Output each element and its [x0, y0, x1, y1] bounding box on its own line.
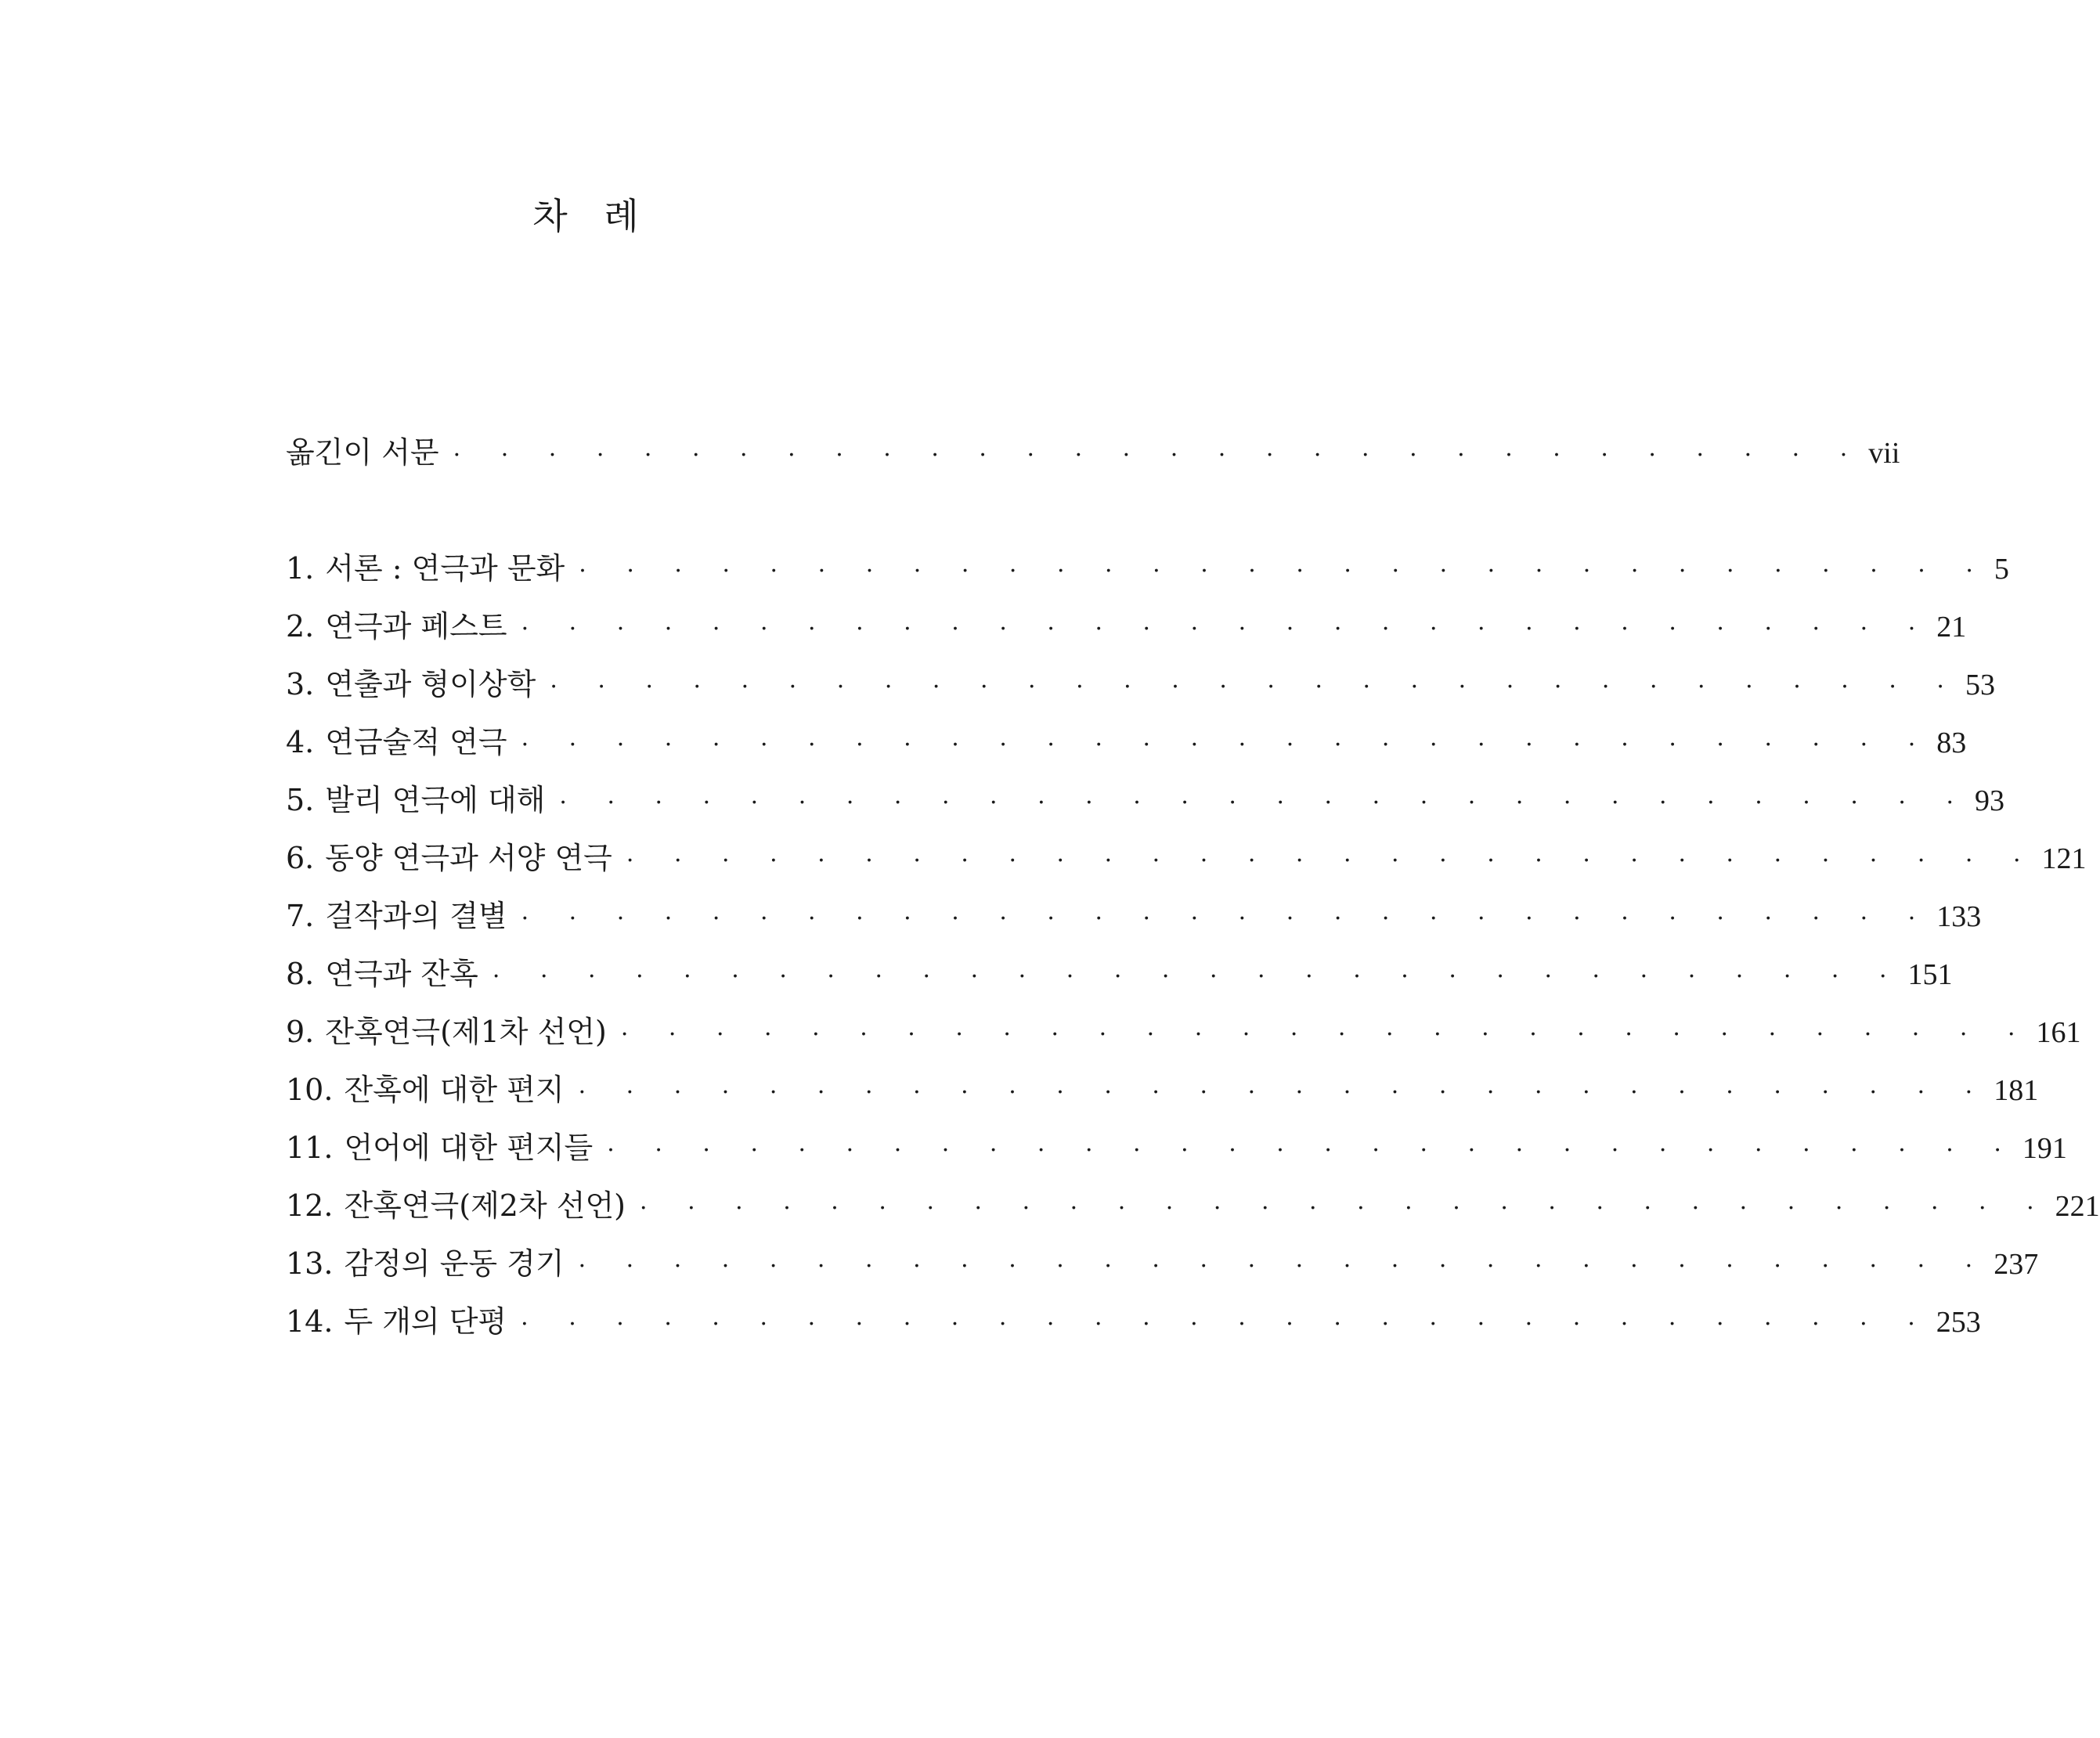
chapter-title: 감정의 운동 경기 — [344, 1246, 565, 1281]
toc-page-number: 237 — [1994, 1248, 2039, 1281]
toc-leader: · · · · · · · · · · · · · · · · · · · · · · · · · · · · · · — [492, 963, 1903, 990]
chapter-title: 발리 연극에 대해 — [325, 783, 546, 817]
toc-preface-label: 옮긴이 서문 — [286, 435, 439, 470]
toc-leader: · · · · · · · · · · · · · · · · · · · · · · · · · · · · · · — [620, 1021, 2032, 1048]
toc-chapter-row — [286, 1068, 2039, 1112]
toc-chapter-row — [286, 1126, 2067, 1170]
toc-chapter-row — [286, 720, 1967, 764]
toc-leader: · · · · · · · · · · · · · · · · · · · · · · · · · · · · · · — [578, 1253, 1990, 1280]
toc-chapter-label — [286, 1010, 607, 1054]
chapter-title: 연출과 형이상학 — [325, 667, 536, 701]
toc-chapter-row — [286, 1300, 1981, 1343]
toc-leader: · · · · · · · · · · · · · · · · · · · · · · · · · · · · · · — [521, 905, 1932, 932]
chapter-number: 4. — [286, 725, 315, 759]
chapter-title: 서론 : 연극과 문화 — [325, 551, 565, 586]
toc-chapter-label — [286, 952, 478, 996]
toc-page-number: 253 — [1936, 1306, 1981, 1339]
chapter-title: 연금술적 연극 — [325, 725, 507, 759]
chapter-title: 잔혹에 대한 편지 — [344, 1073, 565, 1107]
toc-page-number: 121 — [2041, 842, 2087, 875]
toc-chapter-label — [286, 778, 545, 822]
chapter-number: 10. — [286, 1073, 334, 1107]
toc-leader: · · · · · · · · · · · · · · · · · · · · · · · · · · · · · · — [559, 789, 1971, 817]
toc-page-number: 53 — [1965, 669, 1995, 701]
toc-chapter-row — [286, 1010, 2081, 1054]
toc-preface-row — [286, 431, 1900, 474]
toc-leader: · · · · · · · · · · · · · · · · · · · · · · · · · · · · · · — [521, 1311, 1932, 1338]
toc-chapter-label — [286, 1126, 593, 1170]
toc-chapter-label — [286, 836, 612, 880]
toc-chapter-row — [286, 604, 1967, 648]
chapter-number: 11. — [286, 1130, 334, 1165]
toc-page-number: 191 — [2022, 1132, 2067, 1165]
toc-page-number: 83 — [1936, 727, 1967, 759]
toc-page-number: 5 — [1994, 553, 2009, 586]
chapter-title: 언어에 대한 편지들 — [344, 1130, 594, 1165]
chapter-number: 8. — [286, 957, 315, 991]
toc-chapter-label — [286, 546, 565, 590]
chapter-title: 두 개의 단평 — [344, 1304, 507, 1339]
toc-page-number: 133 — [1936, 900, 1982, 933]
toc-page-number: 161 — [2036, 1016, 2081, 1049]
chapter-title: 잔혹연극(제2차 선언) — [344, 1188, 626, 1223]
toc-chapter-row — [286, 778, 2005, 822]
toc-chapter-row — [286, 1242, 2039, 1285]
chapter-number: 2. — [286, 609, 315, 644]
toc-page-number: 151 — [1907, 958, 1953, 991]
toc-chapter-row — [286, 836, 2087, 880]
toc-chapter-label — [286, 1068, 565, 1112]
toc-leader: · · · · · · · · · · · · · · · · · · · · · · · · · · · · · · — [626, 847, 2037, 874]
toc-chapter-label — [286, 1300, 507, 1343]
chapter-number: 13. — [286, 1246, 334, 1281]
chapter-number: 7. — [286, 899, 315, 933]
page-title: 차 례 — [532, 195, 651, 237]
chapter-number: 5. — [286, 783, 315, 817]
chapter-title: 걸작과의 결별 — [325, 899, 507, 933]
toc-chapter-row — [286, 546, 2009, 590]
chapter-number: 9. — [286, 1015, 315, 1049]
toc-leader: · · · · · · · · · · · · · · · · · · · · · · · · · · · · · · — [640, 1195, 2051, 1222]
toc-page-number: 21 — [1936, 611, 1967, 644]
chapter-number: 6. — [286, 841, 315, 875]
toc-chapter-label — [286, 894, 507, 938]
toc-leader: · · · · · · · · · · · · · · · · · · · · · · · · · · · · · · — [521, 731, 1932, 759]
toc-page-number: 181 — [1994, 1074, 2039, 1107]
toc-chapter-label — [286, 1242, 565, 1285]
chapter-number: 3. — [286, 667, 315, 701]
chapter-title: 연극과 잔혹 — [325, 957, 478, 991]
chapter-number: 12. — [286, 1188, 334, 1223]
chapter-number: 1. — [286, 551, 315, 586]
toc-page-number: 221 — [2055, 1190, 2100, 1223]
toc-page-number: 93 — [1975, 784, 2005, 817]
toc-leader: · · · · · · · · · · · · · · · · · · · · · · · · · · · · · · — [453, 442, 1864, 469]
toc-leader: · · · · · · · · · · · · · · · · · · · · · · · · · · · · · · — [578, 1079, 1990, 1106]
toc-leader: · · · · · · · · · · · · · · · · · · · · · · · · · · · · · · — [550, 673, 1961, 701]
toc-leader: · · · · · · · · · · · · · · · · · · · · · · · · · · · · · · — [521, 615, 1932, 643]
toc-chapter-label — [286, 604, 507, 648]
toc-page-number: vii — [1868, 437, 1900, 470]
toc-chapter-row — [286, 662, 1995, 706]
chapter-title: 잔혹연극(제1차 선언) — [325, 1015, 607, 1049]
toc-chapter-row — [286, 952, 1953, 996]
toc-leader: · · · · · · · · · · · · · · · · · · · · · · · · · · · · · · — [607, 1137, 2018, 1164]
toc-chapter-label — [286, 1184, 626, 1228]
chapter-number: 14. — [286, 1304, 334, 1339]
toc-chapter-row — [286, 1184, 2100, 1228]
toc-chapter-label — [286, 662, 536, 706]
chapter-title: 동양 연극과 서양 연극 — [325, 841, 612, 875]
toc-leader: · · · · · · · · · · · · · · · · · · · · · · · · · · · · · · — [579, 557, 1990, 585]
toc-chapter-row — [286, 894, 1982, 938]
toc-chapter-label — [286, 720, 507, 764]
chapter-title: 연극과 페스트 — [325, 609, 507, 644]
